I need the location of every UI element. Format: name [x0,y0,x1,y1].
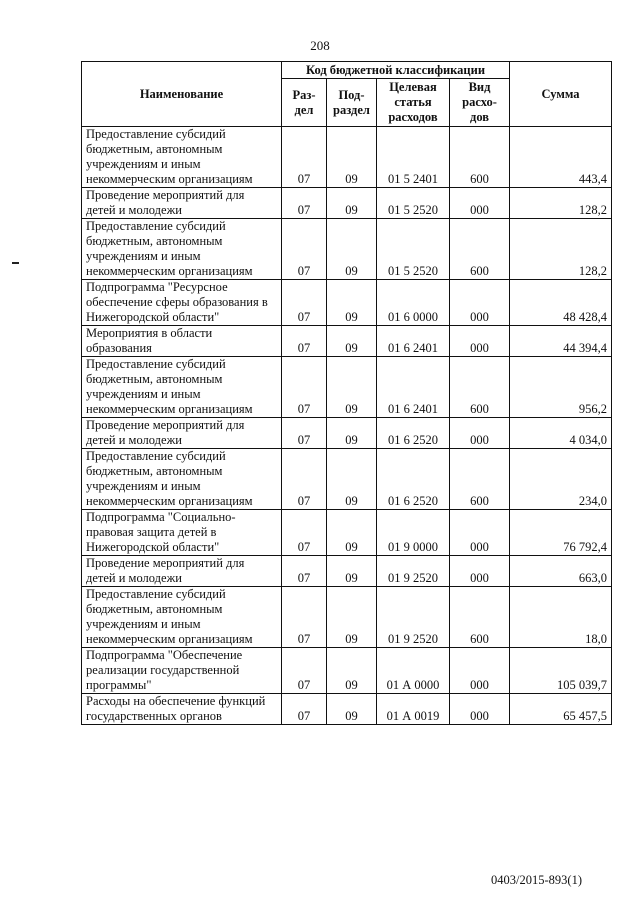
cell-section: 07 [282,357,327,418]
cell-type: 600 [450,357,510,418]
cell-sum: 105 039,7 [510,648,612,694]
cell-target: 01 5 2520 [377,219,450,280]
cell-section: 07 [282,127,327,188]
table-row [82,127,612,188]
cell-subsection: 09 [327,587,377,648]
cell-section: 07 [282,326,327,357]
header-name: Наименование [82,62,282,127]
cell-section: 07 [282,418,327,449]
cell-name: Проведение мероприятий для детей и молодежи [82,418,282,449]
table-row [82,587,612,648]
table-row [82,556,612,587]
cell-section: 07 [282,280,327,326]
cell-name: Подпрограмма "Обеспечение реализации государственной программы" [82,648,282,694]
cell-section: 07 [282,510,327,556]
cell-target: 01 9 2520 [377,587,450,648]
cell-target: 01 6 2520 [377,418,450,449]
table-row [82,326,612,357]
cell-sum: 128,2 [510,188,612,219]
cell-subsection: 09 [327,449,377,510]
header-subsection: Под- раздел [327,79,377,127]
cell-section: 07 [282,219,327,280]
cell-type: 600 [450,449,510,510]
cell-section: 07 [282,587,327,648]
cell-subsection: 09 [327,280,377,326]
budget-table [81,61,612,725]
cell-target: 01 9 0000 [377,510,450,556]
cell-name: Предоставление субсидий бюджетным, автономным учреждениям и иным некоммерческим организациям [82,219,282,280]
table-row [82,449,612,510]
header-sum: Сумма [510,62,612,127]
header-section: Раз- дел [282,79,327,127]
cell-section: 07 [282,648,327,694]
cell-type: 600 [450,219,510,280]
cell-type: 000 [450,648,510,694]
cell-section: 07 [282,694,327,725]
cell-sum: 443,4 [510,127,612,188]
header-classification-code: Код бюджетной классификации [282,62,510,79]
cell-subsection: 09 [327,326,377,357]
cell-subsection: 09 [327,694,377,725]
cell-type: 000 [450,280,510,326]
cell-name: Предоставление субсидий бюджетным, автономным учреждениям и иным некоммерческим организациям [82,357,282,418]
table-row [82,357,612,418]
cell-sum: 44 394,4 [510,326,612,357]
cell-target: 01 А 0019 [377,694,450,725]
cell-name: Проведение мероприятий для детей и молодежи [82,556,282,587]
cell-name: Подпрограмма "Социально-правовая защита детей в Нижегородской области" [82,510,282,556]
cell-name: Мероприятия в области образования [82,326,282,357]
cell-section: 07 [282,188,327,219]
table-row [82,418,612,449]
cell-target: 01 6 2520 [377,449,450,510]
cell-name: Проведение мероприятий для детей и молодежи [82,188,282,219]
cell-subsection: 09 [327,357,377,418]
cell-type: 000 [450,510,510,556]
cell-name: Предоставление субсидий бюджетным, автономным учреждениям и иным некоммерческим организациям [82,127,282,188]
cell-sum: 4 034,0 [510,418,612,449]
header-target: Целевая статья расходов [377,79,450,127]
cell-target: 01 5 2401 [377,127,450,188]
cell-target: 01 6 0000 [377,280,450,326]
cell-sum: 76 792,4 [510,510,612,556]
page-number: 208 [310,38,330,53]
cell-sum: 956,2 [510,357,612,418]
cell-sum: 65 457,5 [510,694,612,725]
table-body [82,127,612,725]
table-row [82,280,612,326]
cell-type: 600 [450,587,510,648]
table-row [82,188,612,219]
document-code: 0403/2015-893(1) [491,873,582,887]
cell-type: 000 [450,418,510,449]
cell-name: Предоставление субсидий бюджетным, автономным учреждениям и иным некоммерческим организациям [82,587,282,648]
cell-type: 000 [450,694,510,725]
cell-type: 000 [450,326,510,357]
cell-sum: 128,2 [510,219,612,280]
cell-section: 07 [282,556,327,587]
cell-target: 01 А 0000 [377,648,450,694]
cell-subsection: 09 [327,188,377,219]
cell-subsection: 09 [327,648,377,694]
table-header [82,62,612,127]
table-row [82,510,612,556]
cell-type: 000 [450,188,510,219]
cell-type: 600 [450,127,510,188]
table-row [82,694,612,725]
cell-subsection: 09 [327,219,377,280]
cell-subsection: 09 [327,510,377,556]
cell-name: Предоставление субсидий бюджетным, автономным учреждениям и иным некоммерческим организациям [82,449,282,510]
cell-name: Подпрограмма "Ресурсное обеспечение сферы образования в Нижегородской области" [82,280,282,326]
cell-sum: 663,0 [510,556,612,587]
cell-subsection: 09 [327,418,377,449]
table-row [82,219,612,280]
cell-target: 01 6 2401 [377,326,450,357]
cell-subsection: 09 [327,127,377,188]
cell-target: 01 6 2401 [377,357,450,418]
cell-sum: 18,0 [510,587,612,648]
cell-target: 01 5 2520 [377,188,450,219]
cell-sum: 234,0 [510,449,612,510]
cell-subsection: 09 [327,556,377,587]
header-type: Вид расхо- дов [450,79,510,127]
table-row [82,648,612,694]
scan-mark [12,262,19,264]
cell-name: Расходы на обеспечение функций государственных органов [82,694,282,725]
cell-target: 01 9 2520 [377,556,450,587]
cell-section: 07 [282,449,327,510]
cell-type: 000 [450,556,510,587]
cell-sum: 48 428,4 [510,280,612,326]
